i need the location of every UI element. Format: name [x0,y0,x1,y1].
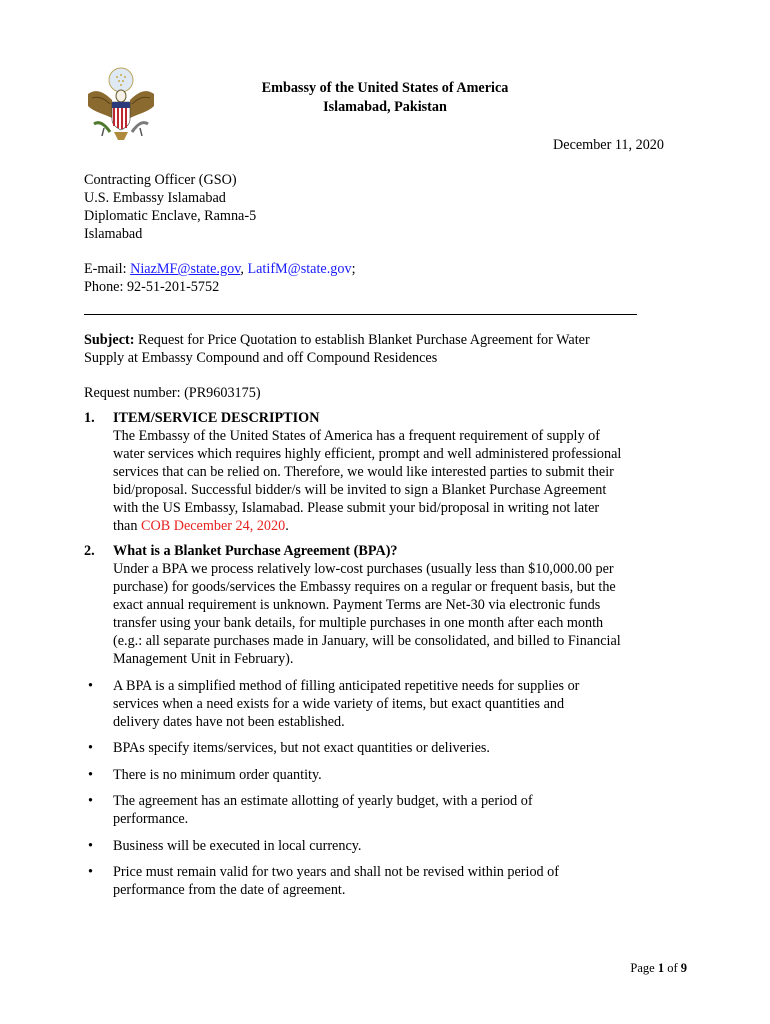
email-label: E-mail: [84,261,131,277]
of-word: of [664,961,681,975]
email-line [84,260,356,278]
embassy-name-heading: Embassy of the United States of America [261,80,509,96]
section-1-line: services that can be relied on. Therefore, we would like interested parties to submit their [113,464,614,480]
subject-label: Subject: [84,332,135,348]
section-1-number: 1. [84,410,95,426]
email-separator: , [240,261,248,277]
section-1-line: with the US Embassy, Islamabad. Please submit your bid/proposal in writing not later [113,500,600,516]
section-2-title: What is a Blanket Purchase Agreement (BPA)? [113,543,398,559]
address-line: Diplomatic Enclave, Ramna-5 [84,208,257,224]
bullet-line: performance. [113,811,189,827]
section-2-line: purchase) for goods/services the Embassy requires on a regular or frequent basis, but the [113,579,616,595]
page-number [630,959,687,977]
total-pages: 9 [680,961,687,975]
address-line: U.S. Embassy Islamabad [84,190,226,206]
section-2-line: transfer using your bank details, for multiple purchases in one month after each month [113,615,604,631]
section-1-line: The Embassy of the United States of America has a frequent requirement of supply of [113,428,600,444]
section-2-line: Under a BPA we process relatively low-cost purchases (usually less than $10,000.00 per [113,561,614,577]
bullet-icon: • [88,793,93,809]
request-number: Request number: (PR9603175) [84,385,261,401]
email-link-niaz[interactable]: NiazMF@state.gov [130,261,241,277]
section-2-line: exact annual requirement is unknown. Payment Terms are Net-30 via electronic funds [113,597,601,613]
phone-line: Phone: 92-51-201-5752 [84,279,220,295]
header-divider [84,314,637,315]
bullet-line: Business will be executed in local currency. [113,838,362,854]
section-2-number: 2. [84,543,95,559]
bullet-item [113,739,490,757]
section-1 [113,409,621,535]
bullet-line: There is no minimum order quantity. [113,767,322,783]
email-link-latif[interactable]: LatifM@state.gov [247,261,352,277]
section-2 [113,542,621,668]
bullet-item [113,837,361,855]
section-2-line: (e.g.: all separate purchases made in January, will be consolidated, and billed to Financial [113,633,621,649]
bullet-icon: • [88,678,93,694]
bullet-line: delivery dates have not been established. [113,714,345,730]
section-1-last-line [113,517,621,535]
letter-date: December 11, 2020 [553,137,664,153]
contact-block [84,260,356,296]
bullet-icon: • [88,767,93,783]
bullet-line: services when a need exists for a wide variety of items, but exact quantities and [113,696,565,712]
bullet-item [113,863,559,899]
submission-deadline: COB December 24, 2020 [140,518,286,534]
bullet-line: BPAs specify items/services, but not exact quantities or deliveries. [113,740,490,756]
bullet-icon: • [88,838,93,854]
subject-block [84,331,590,367]
bullet-line: A BPA is a simplified method of filling anticipated repetitive needs for supplies or [113,678,580,694]
bullet-line: performance from the date of agreement. [113,882,346,898]
address-line: Contracting Officer (GSO) [84,172,237,188]
email-end: ; [351,261,356,277]
section-1-last-suffix: . [285,518,289,534]
subject-text-cont: Supply at Embassy Compound and off Compound Residences [84,350,438,366]
embassy-location-heading: Islamabad, Pakistan [323,99,447,115]
section-1-line: water services which requires highly efficient, prompt and well administered professional [113,446,622,462]
subject-text: Request for Price Quotation to establish Blanket Purchase Agreement for Water [134,332,590,348]
address-block [84,171,256,243]
current-page: 1 [657,961,665,975]
address-line: Islamabad [84,226,143,242]
bullet-item [113,677,579,731]
bullet-line: Price must remain valid for two years and shall not be revised within period of [113,864,560,880]
bullet-item [113,792,533,828]
section-1-line: bid/proposal. Successful bidder/s will be invited to sign a Blanket Purchase Agreement [113,482,607,498]
page-word: Page [630,961,658,975]
bullet-item [113,766,322,784]
bullet-line: The agreement has an estimate allotting of yearly budget, with a period of [113,793,533,809]
section-1-last-prefix: than [113,518,141,534]
bullet-icon: • [88,740,93,756]
section-1-title: ITEM/SERVICE DESCRIPTION [113,410,320,426]
bullet-icon: • [88,864,93,880]
section-2-line: Management Unit in February). [113,651,294,667]
